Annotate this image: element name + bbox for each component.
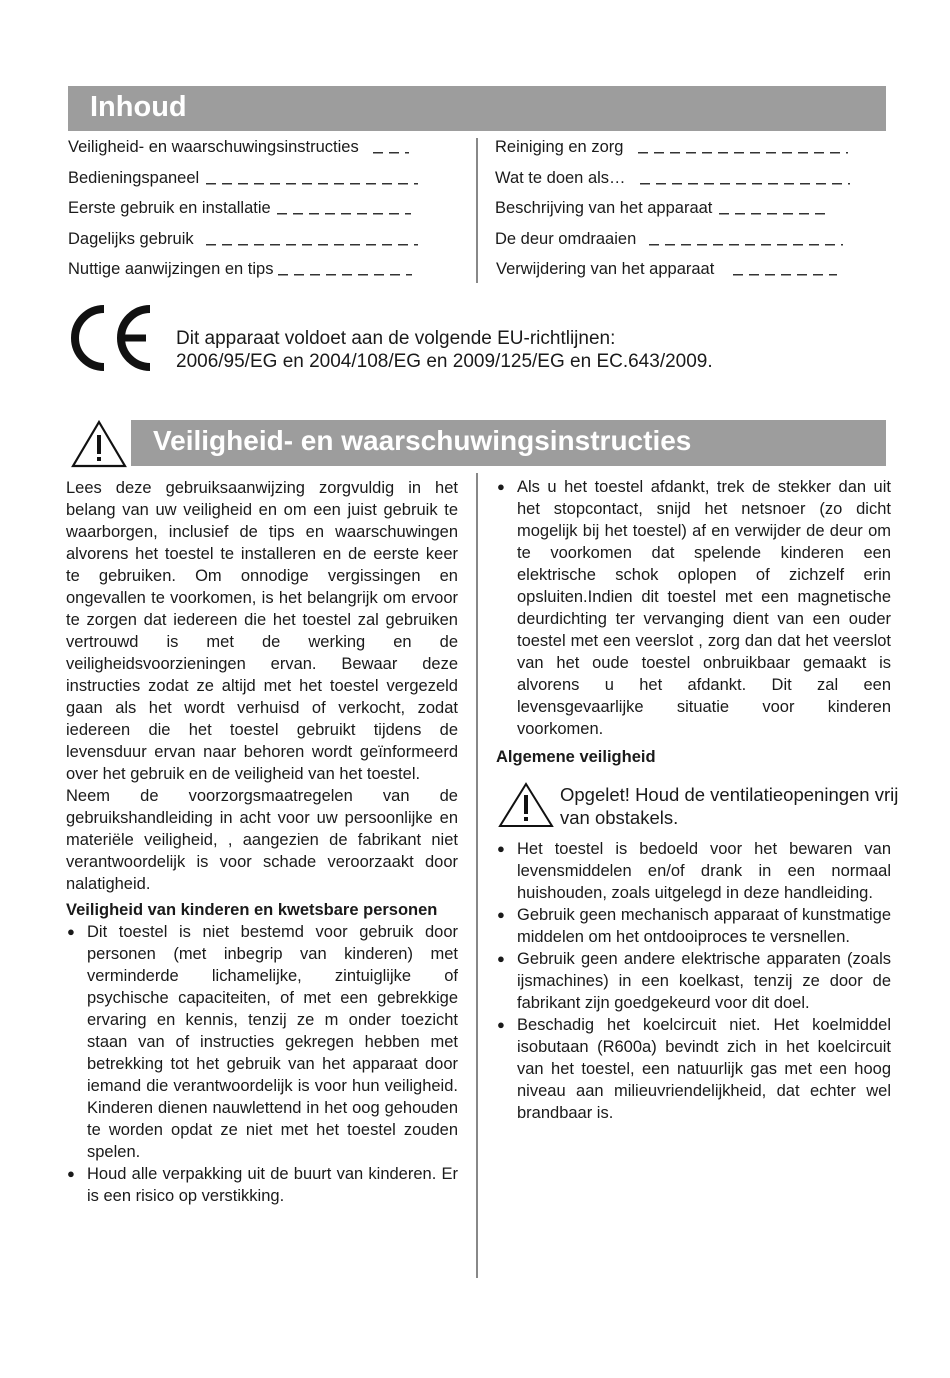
bullet-item: ● Het toestel is bedoeld voor het bewaren van levensmiddelen en/of drank in een normaal huishouden, zoals uitgelegd in deze handleiding. <box>496 838 891 904</box>
right-column <box>496 476 899 1124</box>
toc-item-label: Eerste gebruik en installatie <box>68 199 271 217</box>
toc-item[interactable] <box>495 168 850 188</box>
toc-item-label: Veiligheid- en waarschuwingsinstructies <box>68 138 359 156</box>
ce-directives: 2006/95/EG en 2004/108/EG en 2009/125/EG en EC.643/2009. <box>176 351 713 372</box>
bullet-item: ● Houd alle verpakking uit de buurt van kinderen. Er is een risico op verstikking. <box>66 1163 458 1207</box>
toc-item-label: Nuttige aanwijzingen en tips <box>68 260 274 278</box>
toc-column-divider <box>476 138 478 283</box>
bullet-item: ● Gebruik geen mechanisch apparaat of kunstmatige middelen om het ontdooiproces te versnellen. <box>496 904 891 948</box>
warning-text: Opgelet! Houd de ventilatieopeningen vrij van obstakels. <box>560 784 899 828</box>
bullet-item: ● Als u het toestel afdankt, trek de stekker dan uit het stopcontact, snijd het netsnoer (zo dicht mogelijk bij het toestel) af en verwijder de deur om te voorkomen dat spelende kinderen een elektrische schok oplopen of zichzelf erin opsluiten.Indien dit toestel met een magnetische deurdichting ter vervanging dient van een ouder toestel met een veerslot , zorg dan dat het veerslot van het oude toestel onbruikbaar gemaakt is alvorens u het afdankt. Dit zal een levensgevaarlijke situatie voor kinderen voorkomen. <box>496 476 891 740</box>
bullet-item: ● Gebruik geen andere elektrische apparaten (zoals ijsmachines) in een koelkast, tenzij ze door de fabrikant zijn goedgekeurd voor dit doel. <box>496 948 891 1014</box>
toc-leader <box>206 168 418 188</box>
toc-leader <box>206 229 418 249</box>
toc-leader <box>649 229 843 249</box>
children-safety-heading: Veiligheid van kinderen en kwetsbare personen <box>66 901 438 919</box>
toc-item-label: Bedieningspaneel <box>68 169 200 187</box>
toc-item[interactable] <box>495 198 831 218</box>
toc-leader <box>640 168 850 188</box>
ventilation-warning <box>496 776 899 830</box>
ce-statement: Dit apparaat voldoet aan de volgende EU-richtlijnen: <box>176 328 616 349</box>
safety-header-bar <box>131 420 886 466</box>
toc-item-label: Dagelijks gebruik <box>68 230 194 248</box>
toc-leader <box>373 137 409 157</box>
toc-leader <box>719 198 831 218</box>
intro-paragraph: Neem de voorzorgsmaatregelen van de gebruikshandleiding in acht voor uw persoonlijke en materiële veiligheid, , aangezien de fabrikant niet verantwoordelijk is voor schade veroorzaakt door nalatigheid. <box>66 787 458 893</box>
toc-leader <box>733 259 837 279</box>
bullet-item: ● Dit toestel is niet bestemd voor gebruik door personen (met inbegrip van kinderen) met verminderde lichamelijke, zintuiglijke of psychische capaciteiten, of met een gebrekkige ervaring en kennis, tenzij ze m onder toezicht staan van of instructies gekregen hebben met betrekking tot het gebruik van het apparaat door iemand die verantwoordelijk is voor hun veiligheid. Kinderen dienen nauwlettend in het oog gehouden te worden opdat ze niet met het toestel zouden spelen. <box>66 921 458 1163</box>
toc-leader <box>278 259 412 279</box>
warning-triangle-icon <box>498 782 554 828</box>
toc-item-label: Beschrijving van het apparaat <box>495 199 713 217</box>
toc-item[interactable] <box>68 229 418 249</box>
toc-leader <box>638 137 848 157</box>
toc-item-label: Verwijdering van het apparaat <box>496 260 715 278</box>
toc-item-label: Wat te doen als… <box>495 169 626 187</box>
bullet-item: ● Beschadig het koelcircuit niet. Het koelmiddel isobutaan (R600a) bevindt zich in het koelcircuit van het toestel, een natuurlijk gas met een hoog niveau aan milieuvriendelijkheid, dat echter wel brandbaar is. <box>496 1014 891 1124</box>
toc-leader <box>277 198 411 218</box>
toc-item[interactable] <box>495 229 843 249</box>
toc-item[interactable] <box>68 168 418 188</box>
toc-title: Inhoud <box>90 91 187 123</box>
toc-header-bar <box>68 86 886 131</box>
toc-item-label: Reiniging en zorg <box>495 138 624 156</box>
left-column <box>66 477 458 1207</box>
intro-paragraph: Lees deze gebruiksaanwijzing zorgvuldig in het belang van uw veiligheid en om een juist gebruik te waarborgen, inclusief de tips en waarschuwingen alvorens het toestel te installeren en de eerste keer te gebruiken. Om onnodige vergissingen en ongevallen te voorkomen, is het belangrijk om ervoor te zorgen dat iedereen die het toestel zal gebruiken vertrouwd is met de werking en de veiligheidsvoorzieningen ervan. Bewaar deze instructies zodat ze altijd met het toestel vergezeld gaan als het wordt verhuisd of verkocht, zodat iedereen die het toestel gebruikt tijdens de levensduur ervan naar behoren wordt geïnformeerd over het gebruik en de veiligheid van het toestel. <box>66 479 458 783</box>
safety-title: Veiligheid- en waarschuwingsinstructies <box>153 425 692 456</box>
general-safety-heading: Algemene veiligheid <box>496 748 656 766</box>
toc-item[interactable] <box>68 259 412 279</box>
toc-item[interactable] <box>495 137 848 157</box>
toc-item[interactable] <box>68 137 409 157</box>
toc-item[interactable] <box>68 198 411 218</box>
ce-mark-icon <box>66 303 156 373</box>
toc-item-label: De deur omdraaien <box>495 230 637 248</box>
column-divider <box>476 473 478 1278</box>
warning-triangle-icon <box>70 419 128 469</box>
toc-item[interactable] <box>496 259 837 279</box>
